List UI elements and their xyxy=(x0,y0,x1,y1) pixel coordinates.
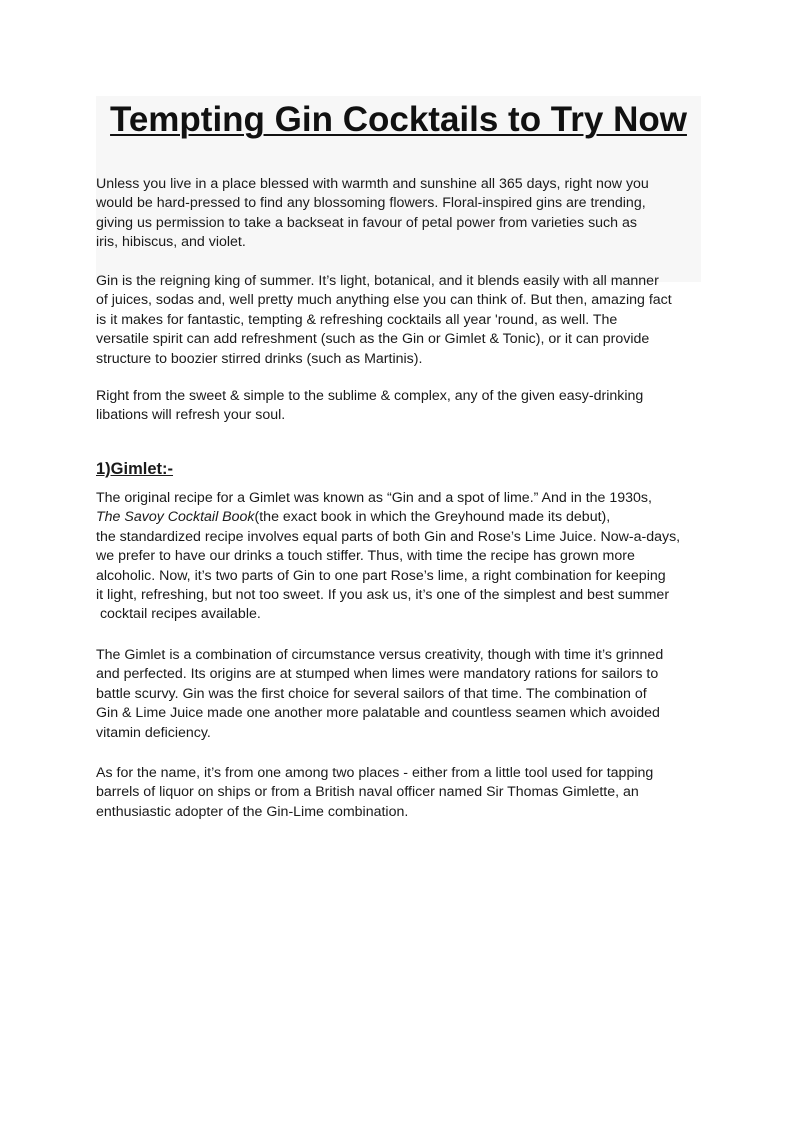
text-line: The original recipe for a Gimlet was known as “Gin and a spot of lime.” And in the 1930s, xyxy=(96,490,652,506)
text-line: alcoholic. Now, it’s two parts of Gin to one part Rose’s lime, a right combination for keeping xyxy=(96,567,666,584)
text-line: libations will refresh your soul. xyxy=(96,407,286,424)
intro-paragraph xyxy=(96,175,706,253)
gimlet-name-paragraph xyxy=(96,764,706,822)
text-line: versatile spirit can add refreshment (such as the Gin or Gimlet & Tonic), or it can provide xyxy=(96,331,650,348)
text-line: barrels of liquor on ships or from a British naval officer named Sir Thomas Gimlette, an xyxy=(96,784,639,801)
text-fragment: (the exact book in which the Greyhound made its debut), xyxy=(254,509,611,526)
text-line: of juices, sodas and, well pretty much anything else you can think of. But then, amazing fact xyxy=(96,292,672,309)
text-line: it light, refreshing, but not too sweet. If you ask us, it’s one of the simplest and best summer xyxy=(96,587,670,604)
text-line: giving us permission to take a backseat in favour of petal power from varieties such as xyxy=(96,214,637,231)
text-line: battle scurvy. Gin was the first choice for several sailors of that time. The combination of xyxy=(96,685,647,702)
text-line: would be hard-pressed to find any blossoming flowers. Floral-inspired gins are trending, xyxy=(96,195,646,212)
text-line: As for the name, it’s from one among two places - either from a little tool used for tapping xyxy=(96,765,654,781)
text-line: structure to boozier stirred drinks (such as Martinis). xyxy=(96,350,423,367)
text-line: Gin is the reigning king of summer. It’s light, botanical, and it blends easily with all manner xyxy=(96,273,659,289)
gimlet-origins-paragraph xyxy=(96,646,706,743)
text-line: cocktail recipes available. xyxy=(96,606,261,623)
gimlet-heading: 1)Gimlet:- xyxy=(96,460,174,478)
text-line: and perfected. Its origins are at stumped when limes were mandatory rations for sailors to xyxy=(96,666,659,683)
text-line: enthusiastic adopter of the Gin-Lime combination. xyxy=(96,803,409,820)
text-line: is it makes for fantastic, tempting & refreshing cocktails all year 'round, as well. The xyxy=(96,311,618,328)
text-line: Gin & Lime Juice made one another more palatable and countless seamen which avoided xyxy=(96,705,660,722)
text-line xyxy=(96,508,706,527)
document-title: Tempting Gin Cocktails to Try Now xyxy=(110,100,687,139)
text-line: Right from the sweet & simple to the sublime & complex, any of the given easy-drinking xyxy=(96,388,644,404)
libations-paragraph xyxy=(96,387,706,426)
gimlet-history-paragraph xyxy=(96,489,706,625)
book-title: The Savoy Cocktail Book xyxy=(96,509,255,526)
text-line: we prefer to have our drinks a touch stiffer. Thus, with time the recipe has grown more xyxy=(96,548,635,565)
gin-summer-paragraph xyxy=(96,272,706,369)
text-line: the standardized recipe involves equal parts of both Gin and Rose’s Lime Juice. Now-a-days, xyxy=(96,528,681,545)
text-line: Unless you live in a place blessed with warmth and sunshine all 365 days, right now you xyxy=(96,176,649,192)
text-line: The Gimlet is a combination of circumstance versus creativity, though with time it’s grinned xyxy=(96,647,664,663)
text-line: vitamin deficiency. xyxy=(96,724,211,741)
text-line: iris, hibiscus, and violet. xyxy=(96,234,246,251)
